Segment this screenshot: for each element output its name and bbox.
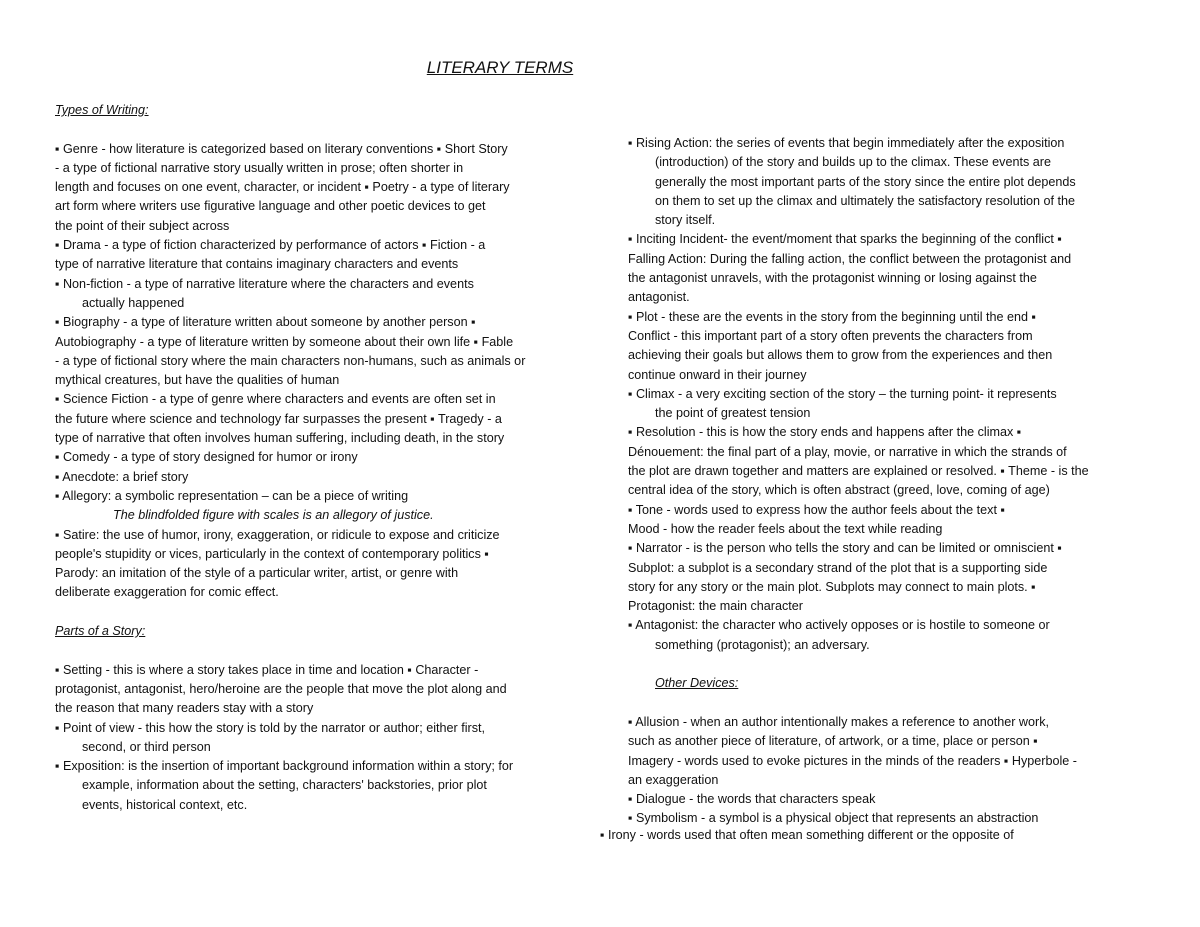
text-line: ▪ Drama - a type of fiction characterized by performance of actors ▪ Fiction - a (55, 238, 486, 253)
right-column (628, 134, 1089, 829)
spacer (55, 120, 525, 139)
text-line: mythical creatures, but have the qualities of human (55, 373, 340, 388)
text-line: central idea of the story, which is often abstract (greed, love, coming of age) (628, 483, 1050, 498)
text-line: ▪ Science Fiction - a type of genre where characters and events are often set in (55, 392, 496, 407)
text-line: ▪ Inciting Incident- the event/moment that sparks the beginning of the conflict ▪ (628, 232, 1062, 247)
text-line: events, historical context, etc. (82, 797, 248, 812)
parts-of-story-heading: Parts of a Story: (55, 624, 146, 639)
device-terms-list (628, 713, 1089, 829)
spacer (628, 694, 1089, 713)
text-line: type of narrative that often involves human suffering, including death, in the story (55, 431, 505, 446)
text-line: the plot are drawn together and matters are explained or resolved. ▪ Theme - is the (628, 464, 1089, 479)
page-title: LITERARY TERMS (426, 58, 574, 77)
text-line: ▪ Allusion - when an author intentionally makes a reference to another work, (628, 714, 1049, 729)
text-line: story itself. (655, 213, 716, 228)
text-line: achieving their goals but allows them to grow from the experiences and then (628, 348, 1053, 363)
text-line: length and focuses on one event, character, or incident ▪ Poetry - a type of literary (55, 180, 510, 195)
text-line: ▪ Satire: the use of humor, irony, exaggeration, or ridicule to expose and criticize (55, 527, 500, 542)
text-line: the future where science and technology far surpasses the present ▪ Tragedy - a (55, 411, 502, 426)
text-line: ▪ Point of view - this how the story is told by the narrator or author; either first, (55, 720, 486, 735)
text-line: ▪ Setting - this is where a story takes place in time and location ▪ Character - (55, 662, 479, 677)
text-line: ▪ Dialogue - the words that characters speak (628, 792, 876, 807)
text-line: (introduction) of the story and builds up to the climax. These events are (655, 155, 1051, 170)
text-line: Imagery - words used to evoke pictures in the minds of the readers ▪ Hyperbole - (628, 753, 1077, 768)
text-line: Falling Action: During the falling action, the conflict between the protagonist and (628, 251, 1072, 266)
text-line: ▪ Rising Action: the series of events that begin immediately after the exposition (628, 136, 1065, 150)
text-line: second, or third person (82, 739, 211, 754)
text-line: Autobiography - a type of literature written by someone about their own life ▪ Fable (55, 334, 514, 349)
text-line: ▪ Comedy - a type of story designed for humor or irony (55, 450, 358, 465)
text-line: ▪ Resolution - this is how the story ends and happens after the climax ▪ (628, 425, 1022, 440)
irony-term: ▪ Irony - words used that often mean something different or the opposite of (600, 828, 1014, 842)
text-line: something (protagonist); an adversary. (655, 637, 870, 652)
story-terms-list-continued (628, 134, 1089, 655)
text-line: art form where writers use figurative language and other poetic devices to get (55, 199, 486, 214)
text-line: continue onward in their journey (628, 367, 807, 382)
writing-terms-list (55, 140, 525, 603)
text-line: ▪ Biography - a type of literature written about someone by another person ▪ (55, 315, 476, 330)
text-line: ▪ Tone - words used to express how the author feels about the text ▪ (628, 502, 1005, 517)
text-line: ▪ Antagonist: the character who actively opposes or is hostile to someone or (628, 618, 1050, 633)
text-line: ▪ Symbolism - a symbol is a physical object that represents an abstraction (628, 811, 1039, 826)
text-line: on them to set up the climax and ultimately the satisfactory resolution of the (655, 193, 1076, 208)
spacer (55, 641, 525, 660)
text-line: generally the most important parts of the story since the entire plot depends (655, 174, 1076, 189)
text-line: The blindfolded figure with scales is an allegory of justice. (113, 508, 434, 523)
text-line: Conflict - this important part of a story often prevents the characters from (628, 328, 1033, 343)
types-of-writing-heading: Types of Writing: (55, 103, 149, 117)
text-line: ▪ Climax - a very exciting section of the story – the turning point- it represents (628, 386, 1057, 401)
other-devices-heading: Other Devices: (655, 676, 739, 691)
text-line: an exaggeration (628, 772, 719, 787)
text-line: deliberate exaggeration for comic effect. (55, 585, 279, 600)
text-line: - a type of fictional narrative story usually written in prose; often shorter in (55, 160, 464, 175)
spacer (628, 655, 1089, 674)
text-line: example, information about the setting, characters' backstories, prior plot (82, 778, 487, 793)
text-line: actually happened (82, 295, 185, 310)
text-line: type of narrative literature that contains imaginary characters and events (55, 257, 459, 272)
text-line: the point of their subject across (55, 218, 230, 233)
text-line: Subplot: a subplot is a secondary strand of the plot that is a supporting side (628, 560, 1048, 575)
story-terms-list (55, 661, 525, 815)
text-line: Parody: an imitation of the style of a particular writer, artist, or genre with (55, 566, 459, 581)
text-line: protagonist, antagonist, hero/heroine are the people that move the plot along and (55, 681, 507, 696)
text-line: - a type of fictional story where the main characters non-humans, such as animals or (55, 353, 526, 368)
text-line: Mood - how the reader feels about the text while reading (628, 521, 943, 536)
text-line: people's stupidity or vices, particularly in the context of contemporary politics ▪ (55, 546, 489, 561)
text-line: Dénouement: the final part of a play, movie, or narrative in which the strands of (628, 444, 1067, 459)
left-column (55, 101, 525, 815)
text-line: such as another piece of literature, of artwork, or a time, place or person ▪ (628, 734, 1038, 749)
text-line: ▪ Exposition: is the insertion of important background information within a story; for (55, 759, 514, 774)
text-line: ▪ Anecdote: a brief story (55, 469, 189, 484)
text-line: Protagonist: the main character (628, 599, 804, 614)
text-line: the antagonist unravels, with the protagonist winning or losing against the (628, 271, 1037, 286)
text-line: antagonist. (628, 290, 690, 305)
text-line: the point of greatest tension (655, 406, 811, 421)
spacer (55, 603, 525, 622)
text-line: ▪ Allegory: a symbolic representation – can be a piece of writing (55, 488, 409, 503)
text-line: ▪ Non-fiction - a type of narrative literature where the characters and events (55, 276, 474, 291)
text-line: ▪ Narrator - is the person who tells the story and can be limited or omniscient ▪ (628, 541, 1062, 556)
text-line: ▪ Genre - how literature is categorized based on literary conventions ▪ Short Story (55, 141, 508, 156)
text-line: story for any story or the main plot. Subplots may connect to main plots. ▪ (628, 579, 1036, 594)
text-line: the reason that many readers stay with a story (55, 701, 314, 716)
text-line: ▪ Plot - these are the events in the story from the beginning until the end ▪ (628, 309, 1036, 324)
